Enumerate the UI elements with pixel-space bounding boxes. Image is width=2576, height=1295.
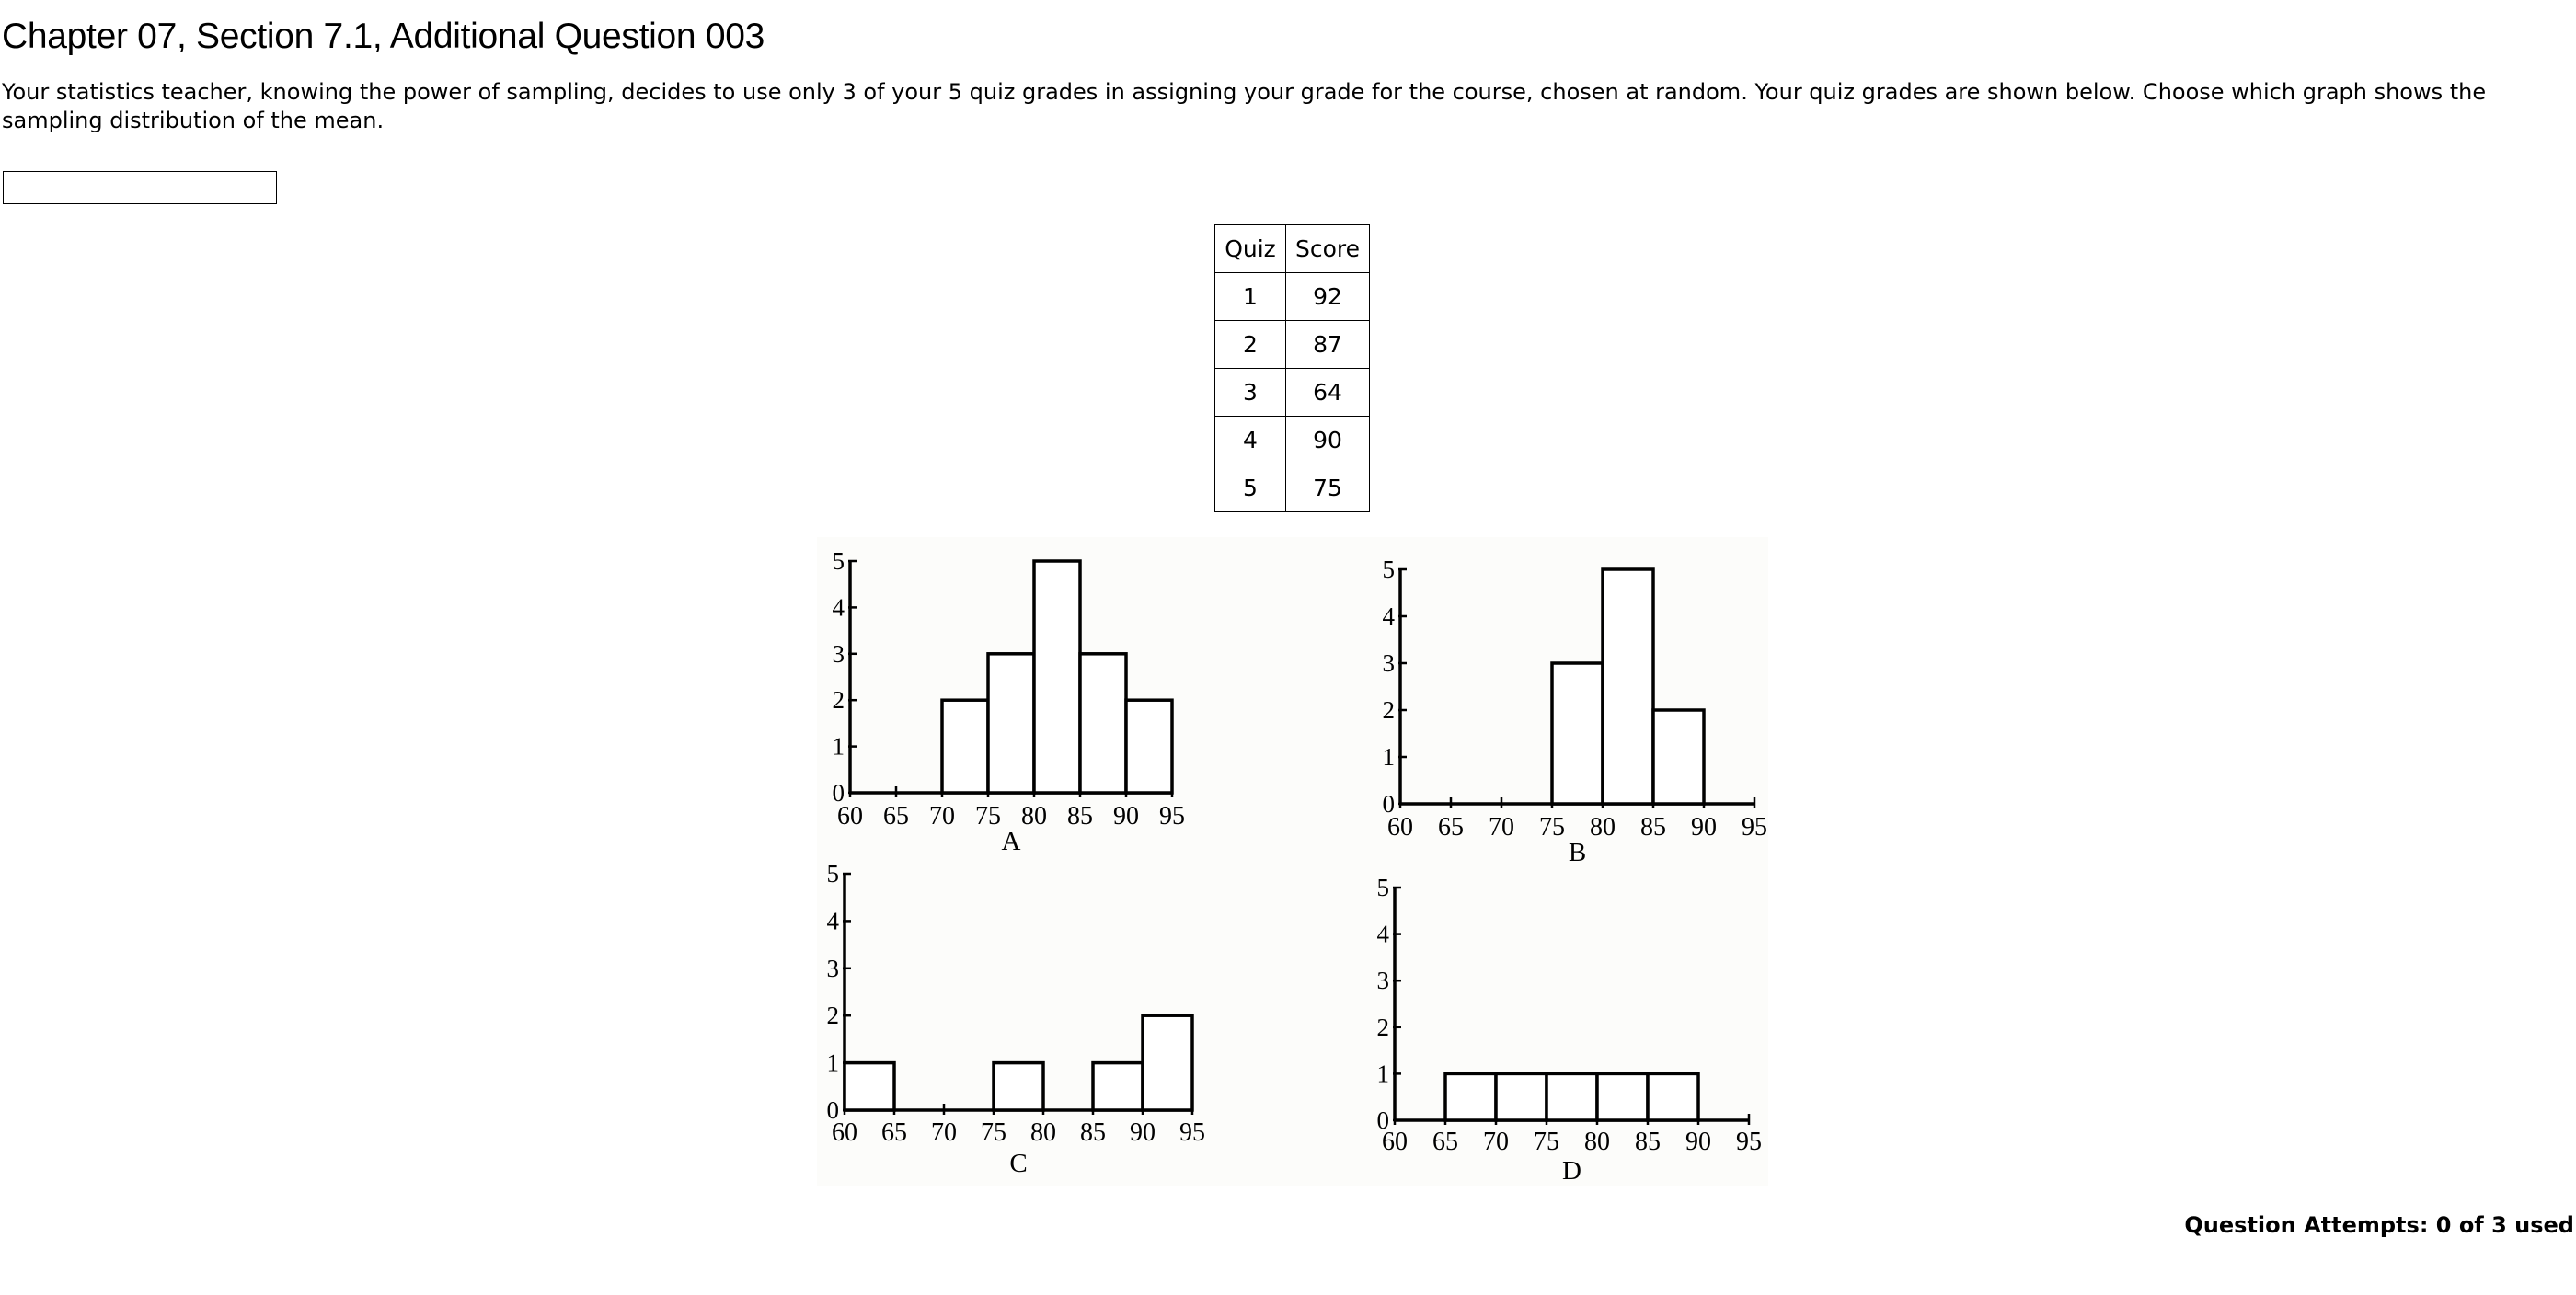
histogram-d (1377, 874, 1763, 1186)
x-tick-label: 85 (1635, 1128, 1661, 1156)
x-tick-label: 65 (1438, 813, 1464, 842)
y-tick-label: 0 (1376, 1106, 1389, 1134)
column-header-score: Score (1286, 225, 1370, 273)
x-tick-label: 80 (1021, 802, 1047, 831)
quiz-number-cell: 2 (1215, 321, 1286, 369)
histogram-bar (1603, 569, 1653, 804)
x-tick-label: 70 (1483, 1128, 1509, 1156)
x-tick-label: 75 (1534, 1128, 1559, 1156)
x-tick-label: 75 (981, 1118, 1006, 1147)
histogram-label: C (1009, 1149, 1028, 1178)
y-tick-label: 2 (1376, 1013, 1389, 1041)
x-tick-label: 65 (1432, 1128, 1458, 1156)
x-tick-label: 85 (1080, 1118, 1106, 1147)
x-tick-label: 80 (1590, 813, 1616, 842)
y-tick-label: 5 (826, 860, 839, 888)
x-tick-label: 65 (881, 1118, 907, 1147)
table-row (1215, 464, 1370, 512)
y-tick-label: 3 (1382, 649, 1395, 677)
quiz-score-cell: 75 (1286, 464, 1370, 512)
histogram-bar (845, 1063, 894, 1110)
x-tick-label: 95 (1179, 1118, 1205, 1147)
x-tick-label: 95 (1742, 813, 1767, 842)
answer-input[interactable] (3, 171, 277, 204)
histogram-bar (1445, 1073, 1496, 1120)
histogram-bar (942, 700, 988, 793)
histogram-bar (1496, 1073, 1547, 1120)
quiz-score-cell: 92 (1286, 273, 1370, 321)
histogram-bar (1093, 1063, 1143, 1110)
histogram-bar (1080, 654, 1126, 793)
x-tick-label: 70 (931, 1118, 957, 1147)
histogram-options-figure (817, 537, 1768, 1186)
y-tick-label: 1 (1382, 743, 1395, 771)
table-header-row (1215, 225, 1370, 273)
x-tick-label: 90 (1130, 1118, 1156, 1147)
quiz-number-cell: 4 (1215, 417, 1286, 464)
histogram-label: D (1562, 1156, 1581, 1186)
table-row (1215, 321, 1370, 369)
x-tick-label: 75 (975, 802, 1001, 831)
y-tick-label: 3 (832, 639, 845, 668)
x-tick-label: 75 (1539, 813, 1565, 842)
table-row (1215, 369, 1370, 417)
histogram-bar (994, 1063, 1043, 1110)
histogram-b (1383, 556, 1768, 867)
x-tick-label: 90 (1691, 813, 1717, 842)
question-attempts-status: Question Attempts: 0 of 3 used (2184, 1212, 2574, 1238)
y-tick-label: 0 (832, 779, 845, 807)
histogram-a (833, 547, 1186, 856)
y-tick-label: 2 (832, 686, 845, 715)
y-tick-label: 2 (826, 1002, 839, 1030)
x-tick-label: 80 (1030, 1118, 1056, 1147)
y-tick-label: 4 (1382, 602, 1395, 630)
y-tick-label: 1 (832, 732, 845, 761)
x-tick-label: 95 (1159, 802, 1185, 831)
x-tick-label: 80 (1584, 1128, 1610, 1156)
x-tick-label: 70 (1489, 813, 1514, 842)
x-tick-label: 60 (1382, 1128, 1408, 1156)
x-tick-label: 65 (883, 802, 909, 831)
y-tick-label: 3 (826, 954, 839, 982)
histogram-bar (1547, 1073, 1597, 1120)
y-tick-label: 0 (1382, 790, 1395, 818)
histogram-bar (1126, 700, 1172, 793)
quiz-number-cell: 3 (1215, 369, 1286, 417)
histogram-bar (1648, 1073, 1698, 1120)
y-tick-label: 4 (1376, 920, 1389, 948)
histogram-bar (1597, 1073, 1648, 1120)
x-tick-label: 90 (1113, 802, 1139, 831)
quiz-score-cell: 87 (1286, 321, 1370, 369)
y-tick-label: 1 (1376, 1060, 1389, 1088)
y-tick-label: 4 (832, 593, 845, 622)
x-tick-label: 90 (1685, 1128, 1711, 1156)
quiz-score-cell: 64 (1286, 369, 1370, 417)
histogram-label: B (1568, 838, 1587, 867)
histogram-c (827, 860, 1206, 1178)
quiz-score-cell: 90 (1286, 417, 1370, 464)
table-row (1215, 273, 1370, 321)
x-tick-label: 60 (837, 802, 863, 831)
table-row (1215, 417, 1370, 464)
y-tick-label: 3 (1376, 967, 1389, 995)
histogram-bar (1143, 1015, 1192, 1110)
x-tick-label: 70 (929, 802, 955, 831)
x-tick-label: 85 (1067, 802, 1093, 831)
x-tick-label: 95 (1736, 1128, 1762, 1156)
y-tick-label: 1 (826, 1049, 839, 1077)
quiz-scores-table (1214, 224, 1370, 512)
y-tick-label: 5 (832, 547, 845, 575)
y-tick-label: 5 (1376, 874, 1389, 901)
histogram-bar (1034, 561, 1080, 793)
x-tick-label: 60 (1387, 813, 1413, 842)
y-tick-label: 5 (1382, 556, 1395, 583)
quiz-number-cell: 5 (1215, 464, 1286, 512)
x-tick-label: 60 (832, 1118, 857, 1147)
histogram-options-svg (817, 537, 1768, 1186)
histogram-bar (1552, 663, 1603, 804)
question-text: Your statistics teacher, knowing the power of sampling, decides to use only 3 of your 5 quiz grades in assigning your grade for the course, chosen at random. Your quiz grades are shown below. Choose which graph shows the sampling distribution of the mean. (2, 79, 2487, 133)
x-tick-label: 85 (1640, 813, 1666, 842)
column-header-quiz: Quiz (1215, 225, 1286, 273)
histogram-bar (988, 654, 1034, 793)
quiz-number-cell: 1 (1215, 273, 1286, 321)
histogram-bar (1653, 710, 1704, 804)
y-tick-label: 2 (1382, 696, 1395, 724)
histogram-label: A (1001, 827, 1021, 856)
y-tick-label: 0 (826, 1096, 839, 1124)
page-title: Chapter 07, Section 7.1, Additional Question 003 (2, 17, 765, 56)
y-tick-label: 4 (826, 907, 839, 935)
